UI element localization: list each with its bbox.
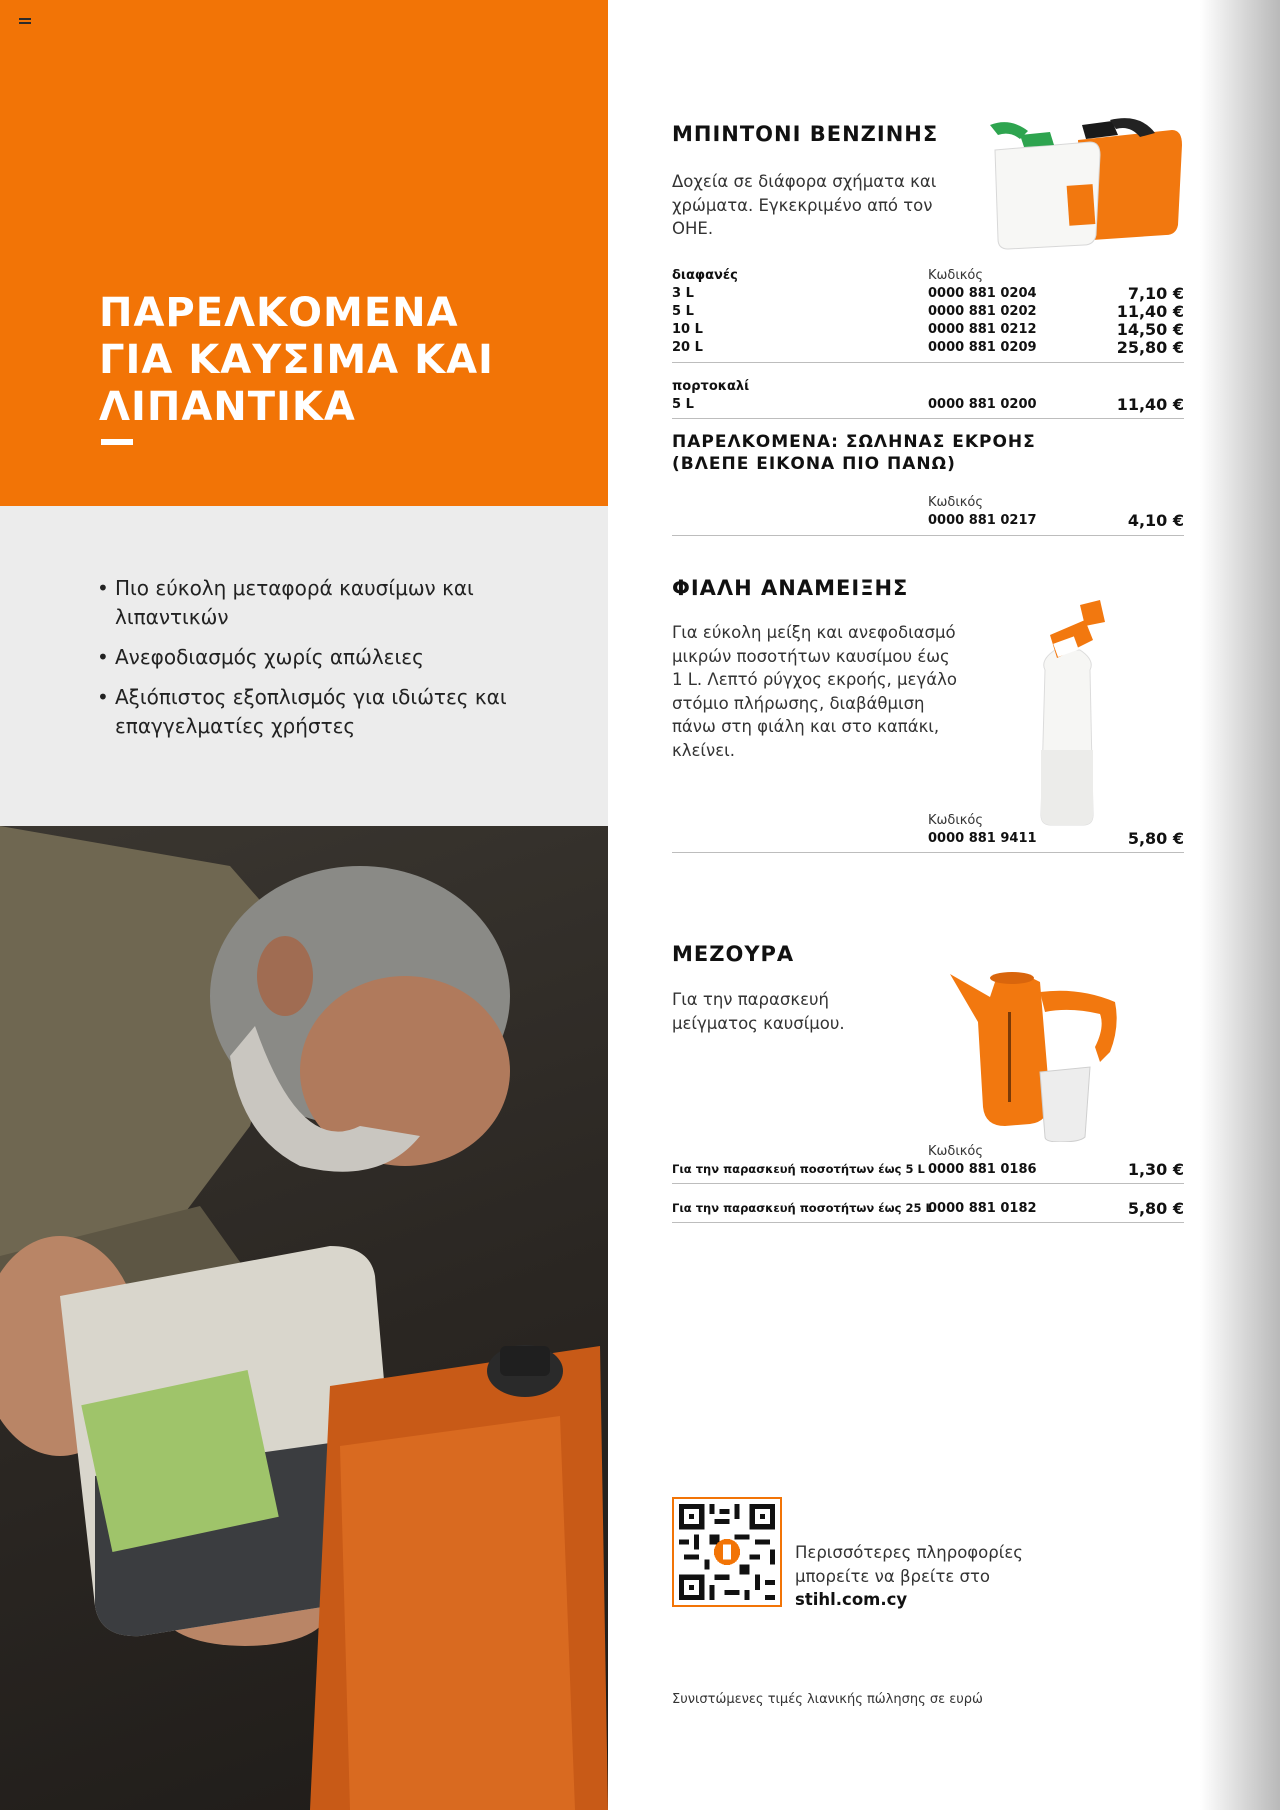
price-row (672, 1201, 1184, 1218)
product-title-mixing-bottle: ΦΙΑΛΗ ΑΝΑΜΕΙΞΗΣ (672, 576, 909, 600)
divider (672, 418, 1184, 419)
price: 11,40 € (1116, 395, 1184, 414)
left-column (0, 0, 608, 1810)
code-header: Κωδικός (928, 813, 984, 828)
code-header: Κωδικός (928, 495, 984, 510)
price: 5,80 € (1127, 829, 1184, 848)
price-row (672, 304, 1184, 321)
product-code: 0000 881 0209 (928, 340, 1037, 355)
website-link[interactable]: stihl.com.cy (795, 1590, 908, 1609)
fuel-can-image (990, 115, 1190, 250)
qr-text (795, 1541, 1055, 1612)
benefit-item: • Ανεφοδιασμός χωρίς απώλειες (97, 643, 557, 672)
row-label: Για την παρασκευή ποσοτήτων έως 5 L (672, 1162, 925, 1176)
price: 14,50 € (1116, 320, 1184, 339)
price-row (672, 513, 1184, 530)
benefit-item: • Πιο εύκολη μεταφορά καυσίμων και λιπαντικών (97, 574, 557, 632)
title-underline (101, 439, 133, 445)
product-code: 0000 881 0186 (928, 1162, 1037, 1177)
price-row (672, 286, 1184, 303)
price-row (672, 1162, 1184, 1179)
row-label: Για την παρασκευή ποσοτήτων έως 25 L (672, 1201, 933, 1215)
menu-icon[interactable] (19, 18, 31, 28)
hero-panel (0, 0, 608, 506)
size-label: 3 L (672, 286, 694, 301)
divider (672, 1183, 1184, 1184)
code-header: Κωδικός (928, 268, 984, 283)
title-line: ΠΑΡΕΛΚΟΜΕΝΑ (99, 290, 459, 336)
price: 11,40 € (1116, 302, 1184, 321)
product-code: 0000 881 0182 (928, 1201, 1037, 1216)
accessory-subtitle: (ΒΛΕΠΕ ΕΙΚΟΝΑ ΠΙΟ ΠΑΝΩ) (672, 454, 956, 474)
divider (672, 535, 1184, 536)
price: 4,10 € (1127, 511, 1184, 530)
mixing-bottle-image (1025, 600, 1115, 830)
divider (672, 852, 1184, 853)
benefits-list (97, 574, 557, 752)
divider (672, 1222, 1184, 1223)
product-code: 0000 881 0202 (928, 304, 1037, 319)
price: 25,80 € (1116, 338, 1184, 357)
product-code: 0000 881 0204 (928, 286, 1037, 301)
price-row (672, 831, 1184, 848)
product-description: Δοχεία σε διάφορα σχήματα και χρώματα. Εγκεκριμένο από τον ΟΗΕ. (672, 172, 937, 238)
size-label: 5 L (672, 397, 694, 412)
product-title-fuel-can: ΜΠΙΝΤΟΝΙ ΒΕΝΖΙΝΗΣ (672, 122, 939, 146)
price-row (672, 322, 1184, 339)
divider (672, 362, 1184, 363)
qr-text-line: Περισσότερες πληροφορίες (795, 1543, 1023, 1562)
price: 1,30 € (1127, 1160, 1184, 1179)
benefit-item: • Αξιόπιστος εξοπλισμός για ιδιώτες και επαγγελματίες χρήστες (97, 683, 557, 741)
price: 7,10 € (1127, 284, 1184, 303)
size-label: 20 L (672, 340, 703, 355)
size-label: 10 L (672, 322, 703, 337)
group-label: πορτοκαλί (672, 379, 750, 394)
page-title (99, 290, 579, 431)
product-description: Για εύκολη μείξη και ανεφοδιασμό μικρών ποσοτήτων καυσίμου έως 1 L. Λεπτό ρύγχος εκροής, μεγάλο στόμιο πλήρωσης, διαβάθμιση πάνω στη φιάλη και στο καπάκι, κλείνει. (672, 623, 957, 760)
title-line: ΓΙΑ ΚΑΥΣΙΜΑ ΚΑΙ (99, 337, 494, 383)
product-description: Για την παρασκευή μείγματος καυσίμου. (672, 990, 845, 1033)
qr-code-icon[interactable] (672, 1497, 782, 1607)
price-row (672, 340, 1184, 357)
qr-text-line: μπορείτε να βρείτε στο (795, 1566, 991, 1586)
product-code: 0000 881 0200 (928, 397, 1037, 412)
product-title-measuring-jug: ΜΕΖΟΥΡΑ (672, 942, 795, 966)
product-code: 0000 881 0212 (928, 322, 1037, 337)
hero-photo (0, 826, 608, 1810)
product-code: 0000 881 9411 (928, 831, 1037, 846)
code-header: Κωδικός (928, 1144, 984, 1159)
page-edge-shadow (1200, 0, 1280, 1810)
price-footnote: Συνιστώμενες τιμές λιανικής πώλησης σε ευρώ (672, 1692, 983, 1707)
accessory-title: ΠΑΡΕΛΚΟΜΕΝΑ: ΣΩΛΗΝΑΣ ΕΚΡΟΗΣ (672, 432, 1036, 452)
group-label: διαφανές (672, 268, 738, 283)
price: 5,80 € (1127, 1199, 1184, 1218)
size-label: 5 L (672, 304, 694, 319)
product-code: 0000 881 0217 (928, 513, 1037, 528)
price-row (672, 397, 1184, 414)
title-line: ΛΙΠΑΝΤΙΚΑ (99, 384, 356, 430)
measuring-jug-image (950, 952, 1120, 1142)
